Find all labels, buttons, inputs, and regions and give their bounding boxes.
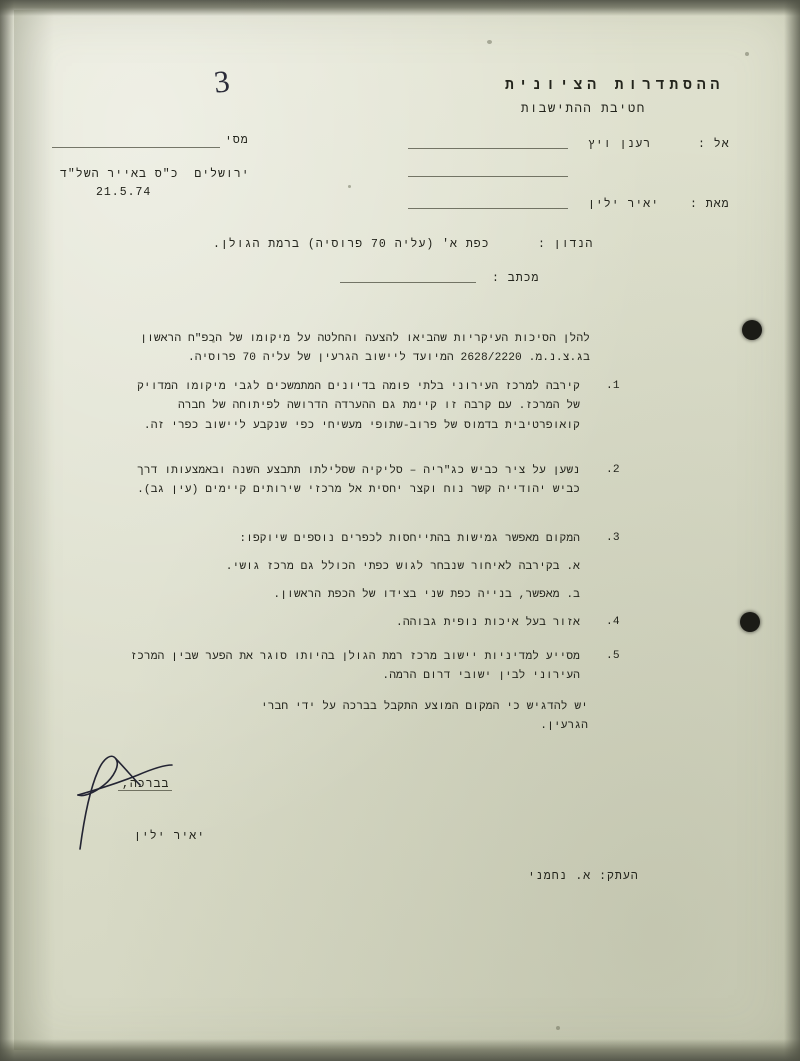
signoff-name: יאיר ילין (134, 830, 206, 843)
to-rule (408, 148, 568, 149)
file-number-label: מסי (225, 134, 249, 147)
item-text-3a: א. בקירבה לאיחור שנבחר לגוש כפתי הכולל גם מרכז גושי. (225, 561, 580, 573)
place-and-hebrew-date: ירושלים כ"ס באייר השל"ד (60, 168, 250, 181)
item-text-2: נשען על ציר כביש כג"ריה – סליקיה שסלילתו תתבצע השנה ובאמצעותו דרך כביש יהודייה קשר נוח וקצר יחסית אל מרכזי שירותים קיימים (עין גב). (137, 465, 580, 497)
from-rule-upper (408, 176, 568, 177)
handwritten-page-number: 3 (212, 63, 232, 100)
item-number-5: 5. (606, 650, 620, 662)
letterhead-organization: ההסתדרות הציונית (505, 78, 725, 94)
subject-value: כפת א' (עליה 70 פרוסיה) ברמת הגולן. (213, 238, 490, 251)
copy-line: העתק: א. נחמני (528, 870, 639, 883)
item-number-3: 3. (606, 532, 620, 544)
closing-note: יש להדגיש כי המקום המוצע התקבל בברכה על ידי חברי הגרעין. (260, 701, 588, 733)
item-text-3: המקום מאפשר גמישות בהתייחסות לכפרים נוספים שיוקפו: (239, 533, 580, 545)
from-rule-lower (408, 208, 568, 209)
item-text-4: אזור בעל איכות נופית גבוהה. (396, 617, 580, 629)
from-value: יאיר ילין (588, 198, 660, 211)
item-number-1: 1. (606, 380, 620, 392)
to-label: אל : (698, 138, 730, 151)
to-value: רענן ויץ (588, 138, 652, 151)
letterhead-department: חטיבת ההתישבות (521, 102, 646, 116)
subject-label: הנדון : (538, 238, 594, 251)
item-text-3b: ב. מאפשר, בנייה כפת שני בצידו של הכפת הראשון. (273, 589, 580, 601)
from-label: מאת : (690, 198, 730, 211)
item-number-2: 2. (606, 464, 620, 476)
intro-paragraph: להלן הסיכות העיקריות שהביאו להצעה והחלטה על מיקומו של הכפ"ח הראשון בג.צ.נ.מ. 2628/2220 המיועד ליישוב הגרעין של עליה 70 פרוסיה. (140, 333, 590, 365)
cc-rule (340, 282, 476, 283)
item-text-1: קירבה למרכז העירוני בלתי פומה בדיונים המתמשכים לגבי מיקומו המדויק של המרכז. עם קרבה זו קיימת גם ההערדה הדרושה לפיתוחה של חברה קואופרטיבית בדמוס של פרוב-שתופי מעשיחי כפי שנקבע ליישוב כפרי זה. (137, 381, 580, 432)
gregorian-date: 21.5.74 (96, 186, 152, 199)
item-number-4: 4. (606, 616, 620, 628)
cc-label: מכתב : (492, 272, 540, 285)
signoff-rule (118, 790, 172, 791)
file-number-rule (52, 147, 220, 148)
signoff-greeting: בברכה, (122, 778, 170, 791)
item-text-5: מסייע למדיניות יישוב מרכז רמת הגולן בהיותו סוגר את הפער שבין המרכז העירוני לבין ישובי דרום הרמה. (130, 651, 580, 683)
